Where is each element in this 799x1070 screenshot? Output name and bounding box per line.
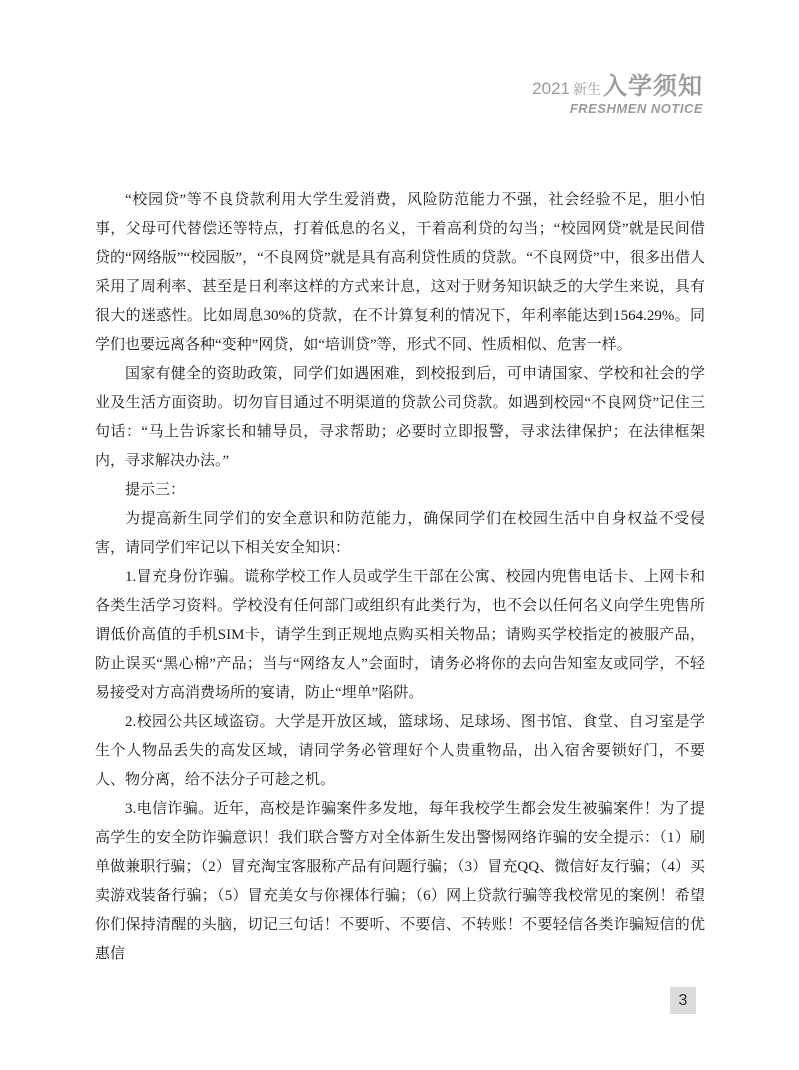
page-subtitle: FRESHMEN NOTICE (569, 101, 703, 117)
page-header (532, 74, 703, 117)
title-year: 2021 (532, 79, 570, 98)
paragraph-campus-loan: “校园贷”等不良贷款利用大学生爱消费，风险防范能力不强，社会经验不足，胆小怕事，父母可代替偿还等特点，打着低息的名义，干着高利贷的勾当；“校园网贷”就是民间借贷的“网络版”“校园版”，“不良网贷”就是具有高利贷性质的贷款。“不良网贷”中，很多出借人采用了周利率、甚至是日利率这样的方式来计息，这对于财务知识缺乏的大学生来说，具有很大的迷惑性。比如周息30%的贷款，在不计算复利的情况下，年利率能达到1564.29%。同学们也要远离各种“变种”网贷，如“培训贷”等，形式不同、性质相似、危害一样。 (95, 192, 705, 353)
paragraph-tip-three-heading: 提示三： (125, 482, 186, 498)
page-title (532, 74, 703, 100)
paragraph-campus-theft: 2.校园公共区域盗窃。大学是开放区域，篮球场、足球场、图书馆、食堂、自习室是学生个人物品丢失的高发区域，请同学务必管理好个人贵重物品，出入宿舍要锁好门，不要人、物分离，给不法分子可趁之机。 (95, 714, 705, 788)
title-freshmen-cn: 新生 (573, 81, 601, 97)
page-number-badge: 3 (670, 987, 696, 1014)
paragraph-safety-intro: 为提高新生同学们的安全意识和防范能力，确保同学们在校园生活中自身权益不受侵害，请同学们牢记以下相关安全知识： (95, 511, 705, 556)
title-notice-cn: 入学须知 (603, 73, 703, 100)
paragraph-financial-aid: 国家有健全的资助政策，同学们如遇困难，到校报到后，可申请国家、学校和社会的学业及生活方面资助。切勿盲目通过不明渠道的贷款公司贷款。如遇到校园“不良网贷”记住三句话：“马上告诉家长和辅导员，寻求帮助；必要时立即报警，寻求法律保护；在法律框架内，寻求解决办法。” (95, 366, 705, 469)
paragraph-telecom-fraud: 3.电信诈骗。近年，高校是诈骗案件多发地，每年我校学生都会发生被骗案件！为了提高学生的安全防诈骗意识！我们联合警方对全体新生发出警惕网络诈骗的安全提示：（1）刷单做兼职行骗；（2）冒充淘宝客服称产品有问题行骗；（3）冒充QQ、微信好友行骗；（4）买卖游戏装备行骗；（5）冒充美女与你裸体行骗；（6）网上贷款行骗等我校常见的案例！希望你们保持清醒的头脑，切记三句话！不要听、不要信、不转账！不要轻信各类诈骗短信的优惠信 (95, 801, 705, 962)
paragraph-identity-fraud: 1.冒充身份诈骗。谎称学校工作人员或学生干部在公寓、校园内兜售电话卡、上网卡和各类生活学习资料。学校没有任何部门或组织有此类行为，也不会以任何名义向学生兜售所谓低价高值的手机SIM卡，请学生到正规地点购买相关物品；请购买学校指定的被服产品，防止误买“黑心棉”产品；当与“网络友人”会面时，请务必将你的去向告知室友或同学，不轻易接受对方高消费场所的宴请，防止“埋单”陷阱。 (95, 569, 705, 701)
document-body (95, 186, 705, 969)
